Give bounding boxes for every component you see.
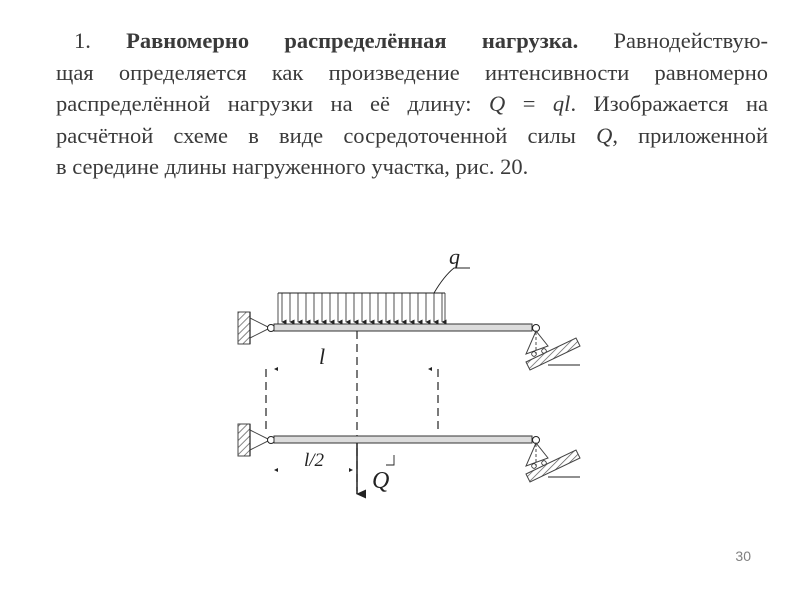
- paragraph-heading: Равномерно распределённая нагрузка.: [126, 28, 579, 53]
- top-beam-group: [238, 244, 580, 370]
- page-number: 30: [735, 548, 751, 564]
- label-q: q: [449, 244, 460, 269]
- formula-Q: Q: [488, 91, 506, 116]
- paragraph-line-2: щая определяется как произведение интенсивности равномерно: [56, 59, 768, 85]
- distributed-load-arrows: [282, 293, 442, 322]
- Q-leader-line: [386, 455, 394, 465]
- formula-ql: ql: [552, 91, 571, 116]
- bottom-beam-group: [238, 424, 580, 494]
- formula-eq: =: [505, 91, 553, 116]
- projection-lines: [266, 331, 438, 491]
- line3-post: . Изображается на: [570, 91, 768, 116]
- top-left-wall: [238, 312, 250, 344]
- paragraph-line-5: в середине длины нагруженного участка, рис. 20.: [56, 154, 529, 179]
- line3-pre: распределённой нагрузки на её длину:: [56, 91, 489, 116]
- label-l-half: l/2: [304, 450, 325, 471]
- paragraph-line-4: [56, 120, 768, 152]
- paragraph-line-3: [56, 88, 768, 120]
- beam-diagram: [230, 236, 590, 506]
- line4-pre: расчётной схеме в виде сосредоточенной силы: [56, 122, 597, 148]
- line1-rest: Равнодействую-: [613, 28, 768, 53]
- label-l: l: [319, 344, 326, 369]
- q-leader-line: [434, 268, 470, 293]
- paragraph-line-1: [56, 25, 768, 57]
- top-beam: [274, 324, 532, 331]
- bottom-beam: [274, 436, 532, 443]
- item-number: 1.: [74, 28, 91, 53]
- bottom-left-wall: [238, 424, 250, 456]
- line4-post: , приложенной: [612, 122, 769, 148]
- line4-Q: Q: [596, 122, 613, 148]
- paragraph: [56, 25, 768, 183]
- label-Q: Q: [372, 468, 390, 494]
